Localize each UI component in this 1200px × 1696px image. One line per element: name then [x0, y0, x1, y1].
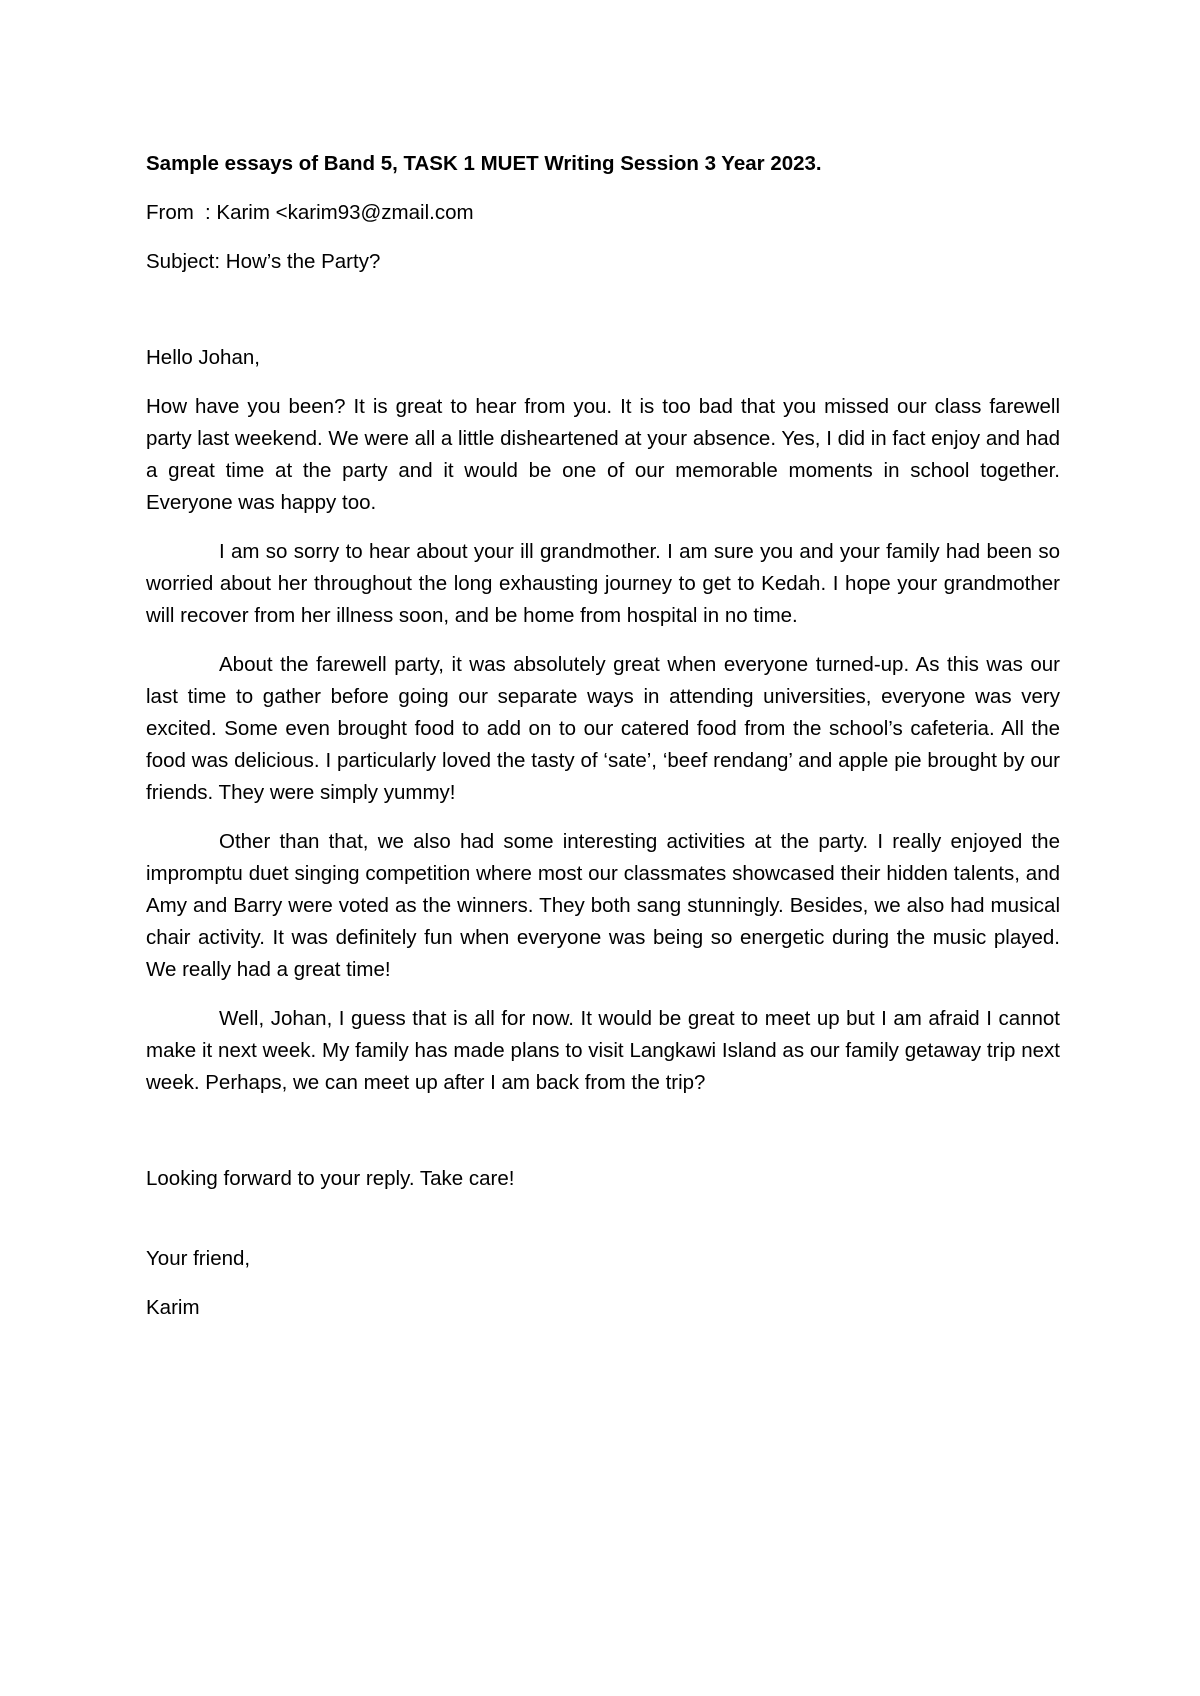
letter-page — [146, 148, 1060, 1324]
from-label: From — [146, 201, 194, 224]
paragraph-3: About the farewell party, it was absolutely great when everyone turned-up. As this was our last time to gather before going our separate ways in attending universities, everyone was very excited. Some even brought food to add on to our catered food from the school’s cafeteria. All the food was delicious. I particularly loved the tasty of ‘sate’, ‘beef rendang’ and apple pie brought by our friends. They were simply yummy! — [146, 653, 1060, 804]
subject-line: Subject: How’s the Party? — [146, 250, 381, 273]
greeting: Hello Johan, — [146, 346, 260, 369]
paragraph-5: Well, Johan, I guess that is all for now. It would be great to meet up but I am afraid I cannot make it next week. My family has made plans to visit Langkawi Island as our family getaway trip next week. Perhaps, we can meet up after I am back from the trip? — [146, 1007, 1060, 1094]
closing-line: Looking forward to your reply. Take care! — [146, 1167, 515, 1190]
closing-spacer — [146, 1116, 1060, 1163]
paragraph-2: I am so sorry to hear about your ill grandmother. I am sure you and your family had been so worried about her throughout the long exhausting journey to get to Kedah. I hope your grandmother will recover from her illness soon, and be home from hospital in no time. — [146, 540, 1060, 627]
signature: Karim — [146, 1296, 200, 1319]
from-line — [146, 197, 1060, 229]
header-spacer — [146, 295, 1060, 342]
signoff-spacer — [146, 1195, 1060, 1243]
paragraph-1: How have you been? It is great to hear from you. It is too bad that you missed our class farewell party last weekend. We were all a little disheartened at your absence. Yes, I did in fact enjoy and had a great time at the party and it would be one of our memorable moments in school together. Everyone was happy too. — [146, 395, 1060, 514]
signoff: Your friend, — [146, 1247, 251, 1270]
paragraph-4: Other than that, we also had some interesting activities at the party. I really enjoyed the impromptu duet singing competition where most our classmates showcased their hidden talents, and Amy and Barry were voted as the winners. They both sang stunningly. Besides, we also had musical chair activity. It was definitely fun when everyone was being so energetic during the music played. We really had a great time! — [146, 830, 1060, 981]
document-title: Sample essays of Band 5, TASK 1 MUET Writing Session 3 Year 2023. — [146, 152, 822, 175]
from-value: : Karim <karim93@zmail.com — [205, 201, 474, 224]
